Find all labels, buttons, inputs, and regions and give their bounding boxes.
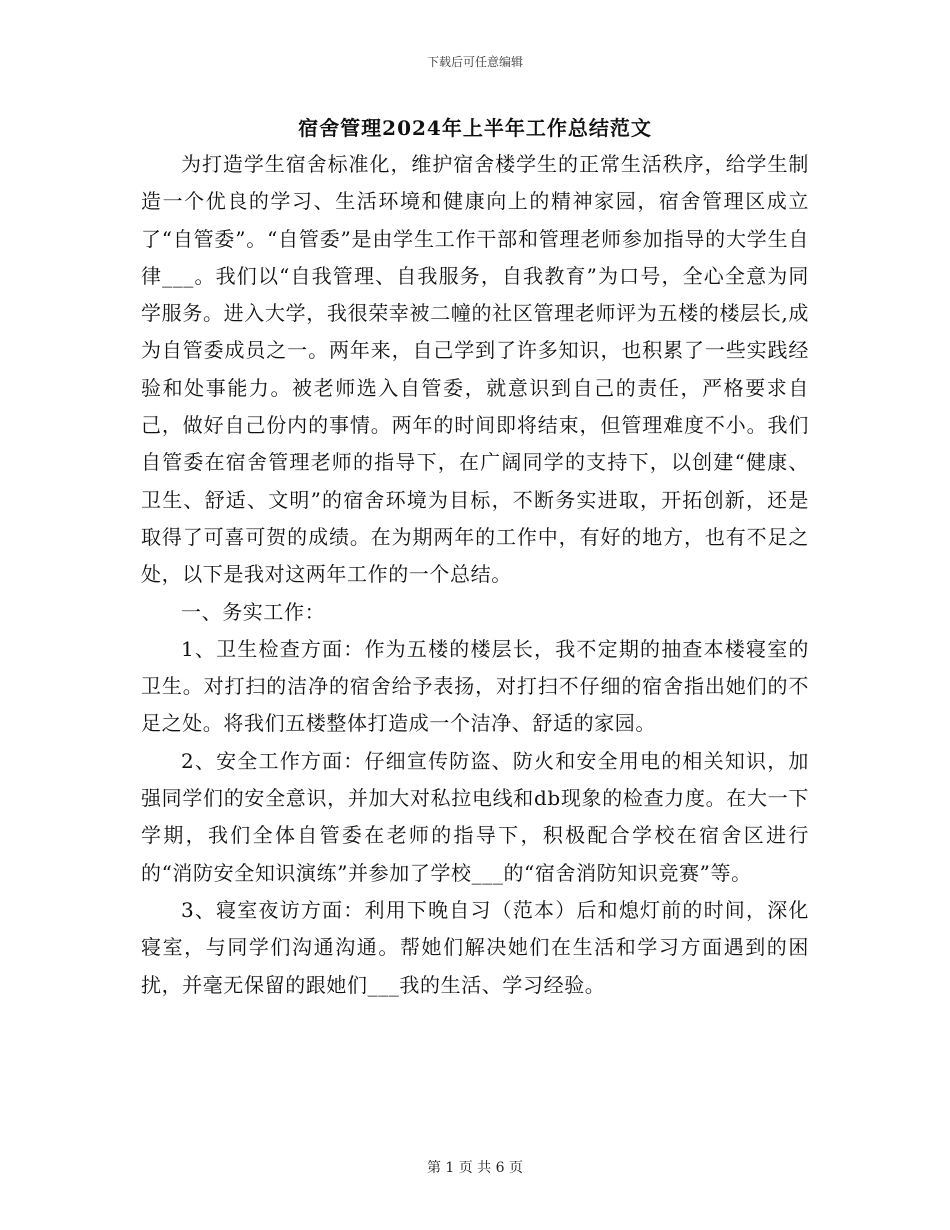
paragraph-intro: 为打造学生宿舍标准化，维护宿舍楼学生的正常生活秩序，给学生制造一个优良的学习、生活环境和健康向上的精神家园，宿舍管理区成立了“自管委”。“自管委”是由学生工作干部和管理老师参加指导的大学生自律___。我们以“自我管理、自我服务，自我教育”为口号，全心全意为同学服务。进入大学，我很荣幸被二幢的社区管理老师评为五楼的楼层长,成为自管委成员之一。两年来，自己学到了许多知识，也积累了一些实践经验和处事能力。被老师选入自管委，就意识到自己的责任，严格要求自己，做好自己份内的事情。两年的时间即将结束，但管理难度不小。我们自管委在宿舍管理老师的指导下，在广阔同学的支持下，以创建“健康、卫生、舒适、文明”的宿舍环境为目标，不断务实进取，开拓创新，还是取得了可喜可贺的成绩。在为期两年的工作中，有好的地方，也有不足之处，以下是我对这两年工作的一个总结。 [141, 152, 809, 587]
document-body [141, 146, 809, 1004]
document-title: 宿舍管理2024年上半年工作总结范文 [298, 116, 652, 140]
page-number-footer: 第 1 页 共 6 页 [426, 1160, 524, 1176]
paragraph-safety-work: 2、安全工作方面：仔细宣传防盗、防火和安全用电的相关知识，加强同学们的安全意识，并加大对私拉电线和db现象的检查力度。在大一下学期，我们全体自管委在老师的指导下，积极配合学校在宿舍区进行的“消防安全知识演练”并参加了学校___的“宿舍消防知识竞赛”等。 [141, 748, 809, 885]
page-header-note: 下载后可任意编辑 [426, 55, 523, 69]
paragraph-dorm-night-visits: 3、寝室夜访方面：利用下晚自习（范本）后和熄灯前的时间，深化寝室，与同学们沟通沟通。帮她们解决她们在生活和学习方面遇到的困扰，并毫无保留的跟她们___我的生活、学习经验。 [141, 897, 809, 997]
paragraph-hygiene-inspection: 1、卫生检查方面：作为五楼的楼层长，我不定期的抽查本楼寝室的卫生。对打扫的洁净的宿舍给予表扬，对打扫不仔细的宿舍指出她们的不足之处。将我们五楼整体打造成一个洁净、舒适的家园。 [141, 636, 809, 736]
section-heading-practical-work: 一、务实工作： [181, 599, 326, 624]
